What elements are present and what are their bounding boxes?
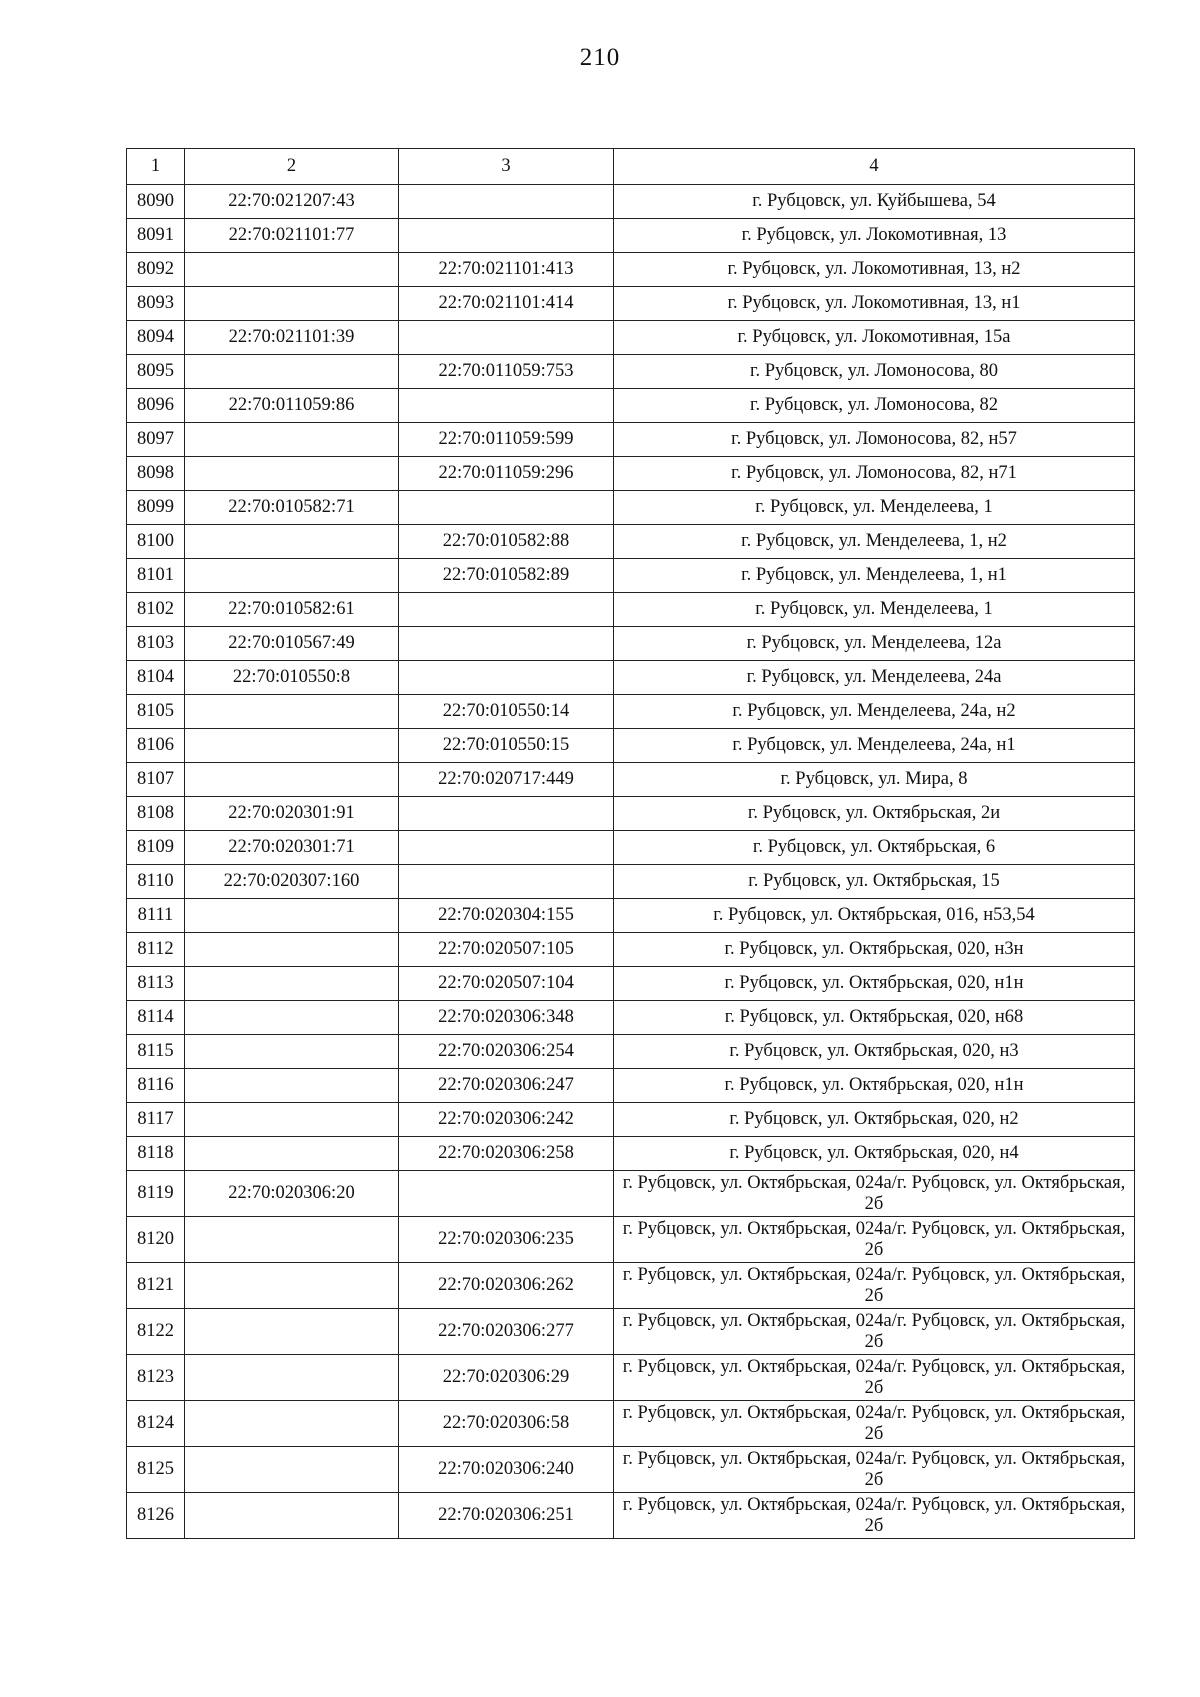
table-row [127,219,1135,253]
cadastral-number-cell: 22:70:010582:61 [185,593,399,627]
row-number-cell: 8112 [127,933,185,967]
cadastral-number-cell: 22:70:010567:49 [185,627,399,661]
table-row [127,185,1135,219]
row-number-cell: 8119 [127,1171,185,1217]
row-number-cell: 8121 [127,1263,185,1309]
table-row [127,355,1135,389]
address-cell: г. Рубцовск, ул. Локомотивная, 13, н1 [614,287,1135,321]
building-cadastral-cell: 22:70:010550:15 [399,729,614,763]
cadastral-number-cell [185,287,399,321]
address-cell: г. Рубцовск, ул. Октябрьская, 020, н3н [614,933,1135,967]
table-row [127,1447,1135,1493]
building-cadastral-cell [399,661,614,695]
row-number-cell: 8098 [127,457,185,491]
address-cell: г. Рубцовск, ул. Менделеева, 12а [614,627,1135,661]
address-cell: г. Рубцовск, ул. Октябрьская, 6 [614,831,1135,865]
address-cell: г. Рубцовск, ул. Октябрьская, 020, н4 [614,1137,1135,1171]
table-row [127,1401,1135,1447]
building-cadastral-cell: 22:70:020306:29 [399,1355,614,1401]
table-row [127,1217,1135,1263]
row-number-cell: 8115 [127,1035,185,1069]
address-cell: г. Рубцовск, ул. Октябрьская, 020, н3 [614,1035,1135,1069]
building-cadastral-cell: 22:70:020304:155 [399,899,614,933]
table-row [127,865,1135,899]
address-cell: г. Рубцовск, ул. Октябрьская, 024а/г. Рубцовск, ул. Октябрьская, 2б [614,1493,1135,1539]
row-number-cell: 8109 [127,831,185,865]
row-number-cell: 8101 [127,559,185,593]
address-cell: г. Рубцовск, ул. Октябрьская, 024а/г. Рубцовск, ул. Октябрьская, 2б [614,1217,1135,1263]
building-cadastral-cell: 22:70:020507:104 [399,967,614,1001]
cadastral-number-cell [185,1103,399,1137]
address-cell: г. Рубцовск, ул. Локомотивная, 13, н2 [614,253,1135,287]
row-number-cell: 8126 [127,1493,185,1539]
address-cell: г. Рубцовск, ул. Октябрьская, 024а/г. Рубцовск, ул. Октябрьская, 2б [614,1309,1135,1355]
table-row [127,457,1135,491]
cadastral-number-cell: 22:70:020307:160 [185,865,399,899]
row-number-cell: 8122 [127,1309,185,1355]
registry-table [126,148,1135,1539]
cadastral-number-cell [185,763,399,797]
address-cell: г. Рубцовск, ул. Октябрьская, 2и [614,797,1135,831]
cadastral-number-cell: 22:70:020301:71 [185,831,399,865]
cadastral-number-cell [185,1069,399,1103]
table-row [127,831,1135,865]
table-row [127,1103,1135,1137]
row-number-cell: 8125 [127,1447,185,1493]
row-number-cell: 8096 [127,389,185,423]
building-cadastral-cell: 22:70:021101:413 [399,253,614,287]
address-cell: г. Рубцовск, ул. Октябрьская, 020, н68 [614,1001,1135,1035]
cadastral-number-cell [185,1355,399,1401]
building-cadastral-cell [399,865,614,899]
building-cadastral-cell: 22:70:020306:258 [399,1137,614,1171]
cadastral-number-cell [185,1493,399,1539]
page-number: 210 [579,44,621,71]
building-cadastral-cell [399,219,614,253]
building-cadastral-cell [399,797,614,831]
cadastral-number-cell [185,253,399,287]
cadastral-number-cell [185,1001,399,1035]
cadastral-number-cell [185,695,399,729]
address-cell: г. Рубцовск, ул. Куйбышева, 54 [614,185,1135,219]
row-number-cell: 8108 [127,797,185,831]
table-row [127,525,1135,559]
cadastral-number-cell: 22:70:021207:43 [185,185,399,219]
cadastral-number-cell: 22:70:011059:86 [185,389,399,423]
address-cell: г. Рубцовск, ул. Локомотивная, 13 [614,219,1135,253]
row-number-cell: 8099 [127,491,185,525]
row-number-cell: 8094 [127,321,185,355]
building-cadastral-cell: 22:70:020306:254 [399,1035,614,1069]
row-number-cell: 8114 [127,1001,185,1035]
address-cell: г. Рубцовск, ул. Менделеева, 24а [614,661,1135,695]
address-cell: г. Рубцовск, ул. Менделеева, 1 [614,491,1135,525]
cadastral-number-cell [185,525,399,559]
cadastral-number-cell [185,1309,399,1355]
row-number-cell: 8107 [127,763,185,797]
address-cell: г. Рубцовск, ул. Октябрьская, 024а/г. Рубцовск, ул. Октябрьская, 2б [614,1171,1135,1217]
building-cadastral-cell: 22:70:020306:348 [399,1001,614,1035]
building-cadastral-cell: 22:70:011059:296 [399,457,614,491]
cadastral-number-cell [185,355,399,389]
building-cadastral-cell [399,491,614,525]
table-row [127,1171,1135,1217]
table-body [127,185,1135,1539]
building-cadastral-cell: 22:70:021101:414 [399,287,614,321]
row-number-cell: 8118 [127,1137,185,1171]
building-cadastral-cell: 22:70:020306:277 [399,1309,614,1355]
row-number-cell: 8113 [127,967,185,1001]
cadastral-number-cell: 22:70:021101:77 [185,219,399,253]
cadastral-number-cell [185,1137,399,1171]
row-number-cell: 8093 [127,287,185,321]
address-cell: г. Рубцовск, ул. Октябрьская, 020, н2 [614,1103,1135,1137]
building-cadastral-cell: 22:70:020306:247 [399,1069,614,1103]
table-row [127,287,1135,321]
table-row [127,1493,1135,1539]
table-row [127,933,1135,967]
table-row [127,321,1135,355]
building-cadastral-cell: 22:70:020717:449 [399,763,614,797]
building-cadastral-cell [399,593,614,627]
building-cadastral-cell [399,1171,614,1217]
cadastral-number-cell [185,933,399,967]
cadastral-number-cell: 22:70:010582:71 [185,491,399,525]
table-row [127,797,1135,831]
cadastral-number-cell [185,729,399,763]
table-row [127,1001,1135,1035]
cadastral-number-cell [185,1447,399,1493]
row-number-cell: 8110 [127,865,185,899]
row-number-cell: 8111 [127,899,185,933]
address-cell: г. Рубцовск, ул. Октябрьская, 024а/г. Рубцовск, ул. Октябрьская, 2б [614,1263,1135,1309]
cadastral-number-cell [185,967,399,1001]
cadastral-number-cell [185,1263,399,1309]
address-cell: г. Рубцовск, ул. Октябрьская, 024а/г. Рубцовск, ул. Октябрьская, 2б [614,1401,1135,1447]
row-number-cell: 8100 [127,525,185,559]
table-row [127,899,1135,933]
table-row [127,1069,1135,1103]
table-row [127,695,1135,729]
address-cell: г. Рубцовск, ул. Октябрьская, 020, н1н [614,967,1135,1001]
row-number-cell: 8092 [127,253,185,287]
building-cadastral-cell: 22:70:020306:240 [399,1447,614,1493]
table-row [127,253,1135,287]
building-cadastral-cell [399,831,614,865]
address-cell: г. Рубцовск, ул. Менделеева, 1, н2 [614,525,1135,559]
building-cadastral-cell: 22:70:020306:262 [399,1263,614,1309]
cadastral-number-cell [185,1401,399,1447]
building-cadastral-cell: 22:70:010550:14 [399,695,614,729]
table-row [127,491,1135,525]
row-number-cell: 8095 [127,355,185,389]
table-row [127,763,1135,797]
cadastral-number-cell: 22:70:010550:8 [185,661,399,695]
table-row [127,729,1135,763]
table-row [127,423,1135,457]
row-number-cell: 8090 [127,185,185,219]
row-number-cell: 8124 [127,1401,185,1447]
address-cell: г. Рубцовск, ул. Октябрьская, 016, н53,54 [614,899,1135,933]
table-row [127,1035,1135,1069]
row-number-cell: 8104 [127,661,185,695]
building-cadastral-cell: 22:70:020507:105 [399,933,614,967]
row-number-cell: 8103 [127,627,185,661]
column-header: 3 [399,149,614,185]
address-cell: г. Рубцовск, ул. Октябрьская, 15 [614,865,1135,899]
address-cell: г. Рубцовск, ул. Ломоносова, 82, н71 [614,457,1135,491]
table-row [127,389,1135,423]
address-cell: г. Рубцовск, ул. Менделеева, 1, н1 [614,559,1135,593]
address-cell: г. Рубцовск, ул. Менделеева, 1 [614,593,1135,627]
cadastral-number-cell [185,559,399,593]
address-cell: г. Рубцовск, ул. Мира, 8 [614,763,1135,797]
building-cadastral-cell: 22:70:020306:251 [399,1493,614,1539]
address-cell: г. Рубцовск, ул. Менделеева, 24а, н2 [614,695,1135,729]
address-cell: г. Рубцовск, ул. Менделеева, 24а, н1 [614,729,1135,763]
row-number-cell: 8097 [127,423,185,457]
building-cadastral-cell [399,389,614,423]
building-cadastral-cell: 22:70:011059:753 [399,355,614,389]
cadastral-number-cell [185,457,399,491]
row-number-cell: 8106 [127,729,185,763]
address-cell: г. Рубцовск, ул. Ломоносова, 82, н57 [614,423,1135,457]
building-cadastral-cell [399,321,614,355]
table-row [127,559,1135,593]
row-number-cell: 8102 [127,593,185,627]
cadastral-number-cell [185,1217,399,1263]
table-row [127,1263,1135,1309]
address-cell: г. Рубцовск, ул. Октябрьская, 024а/г. Рубцовск, ул. Октябрьская, 2б [614,1355,1135,1401]
address-cell: г. Рубцовск, ул. Ломоносова, 80 [614,355,1135,389]
column-header: 4 [614,149,1135,185]
building-cadastral-cell [399,185,614,219]
table-row [127,661,1135,695]
address-cell: г. Рубцовск, ул. Ломоносова, 82 [614,389,1135,423]
building-cadastral-cell: 22:70:011059:599 [399,423,614,457]
table-row [127,967,1135,1001]
column-header: 2 [185,149,399,185]
table-row [127,593,1135,627]
cadastral-number-cell: 22:70:020306:20 [185,1171,399,1217]
row-number-cell: 8120 [127,1217,185,1263]
row-number-cell: 8117 [127,1103,185,1137]
row-number-cell: 8105 [127,695,185,729]
cadastral-number-cell: 22:70:020301:91 [185,797,399,831]
building-cadastral-cell: 22:70:020306:242 [399,1103,614,1137]
building-cadastral-cell [399,627,614,661]
cadastral-number-cell [185,899,399,933]
address-cell: г. Рубцовск, ул. Локомотивная, 15а [614,321,1135,355]
row-number-cell: 8123 [127,1355,185,1401]
header-row [127,149,1135,185]
table-row [127,1137,1135,1171]
table-row [127,1355,1135,1401]
column-header: 1 [127,149,185,185]
building-cadastral-cell: 22:70:020306:235 [399,1217,614,1263]
table-row [127,1309,1135,1355]
cadastral-number-cell [185,1035,399,1069]
address-cell: г. Рубцовск, ул. Октябрьская, 024а/г. Рубцовск, ул. Октябрьская, 2б [614,1447,1135,1493]
building-cadastral-cell: 22:70:020306:58 [399,1401,614,1447]
address-cell: г. Рубцовск, ул. Октябрьская, 020, н1н [614,1069,1135,1103]
table-row [127,627,1135,661]
building-cadastral-cell: 22:70:010582:88 [399,525,614,559]
cadastral-number-cell [185,423,399,457]
row-number-cell: 8091 [127,219,185,253]
row-number-cell: 8116 [127,1069,185,1103]
cadastral-number-cell: 22:70:021101:39 [185,321,399,355]
building-cadastral-cell: 22:70:010582:89 [399,559,614,593]
